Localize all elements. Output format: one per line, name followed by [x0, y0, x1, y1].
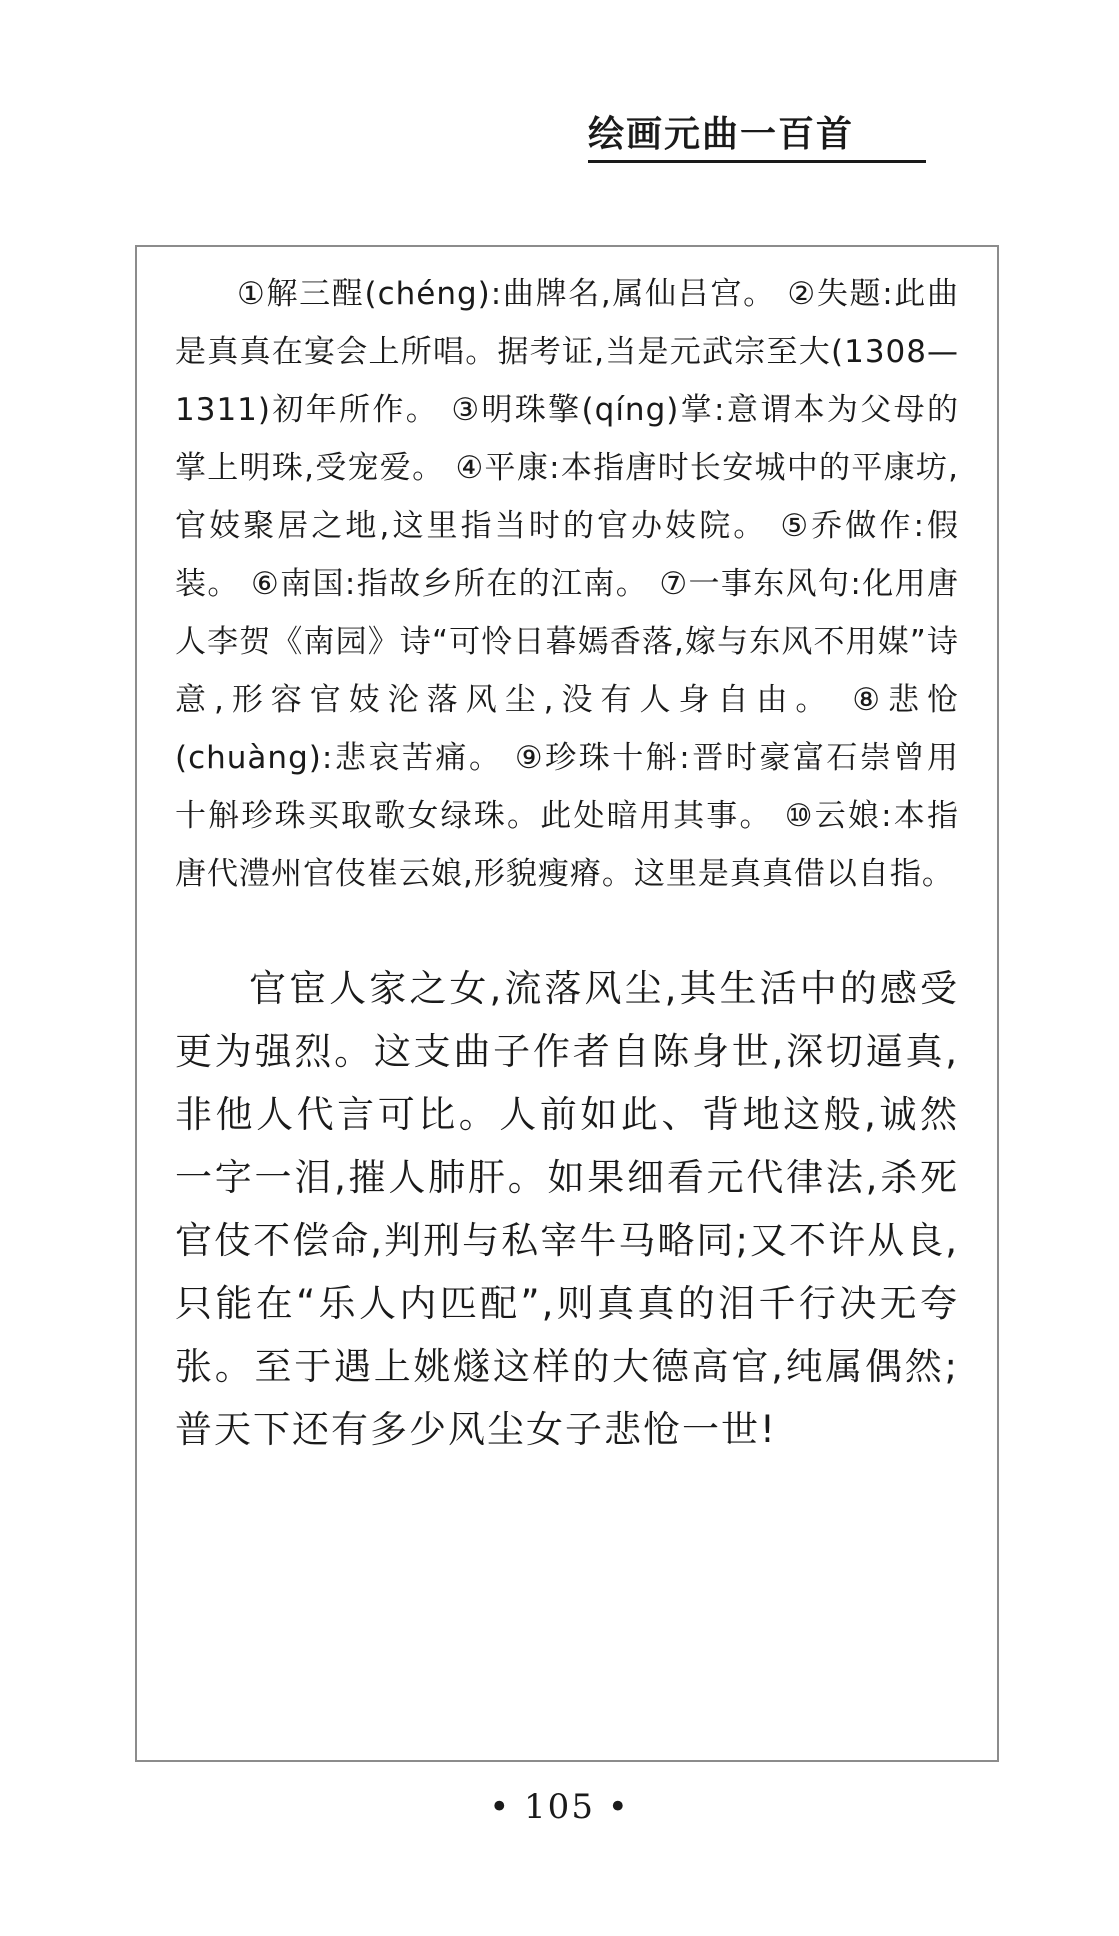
annotation-notes: ①解三酲(chéng):曲牌名,属仙吕宫。 ②失题:此曲是真真在宴会上所唱。据考证,当是元武宗至大(1308—1311)初年所作。 ③明珠擎(qíng)掌:意谓本为父母的掌上明珠,受宠爱。 ④平康:本指唐时长安城中的平康坊,官妓聚居之地,这里指当时的官办妓院。 ⑤乔做作:假装。 ⑥南国:指故乡所在的江南。 ⑦一事东风句:化用唐人李贺《南园》诗“可怜日暮嫣香落,嫁与东风不用媒”诗意,形容官妓沦落风尘,没有人身自由。 ⑧悲怆(chuàng):悲哀苦痛。 ⑨珍珠十斛:晋时豪富石崇曾用十斛珍珠买取歌女绿珠。此处暗用其事。 ⑩云娘:本指唐代澧州官伎崔云娘,形貌瘦瘠。这里是真真借以自指。 [175, 276, 959, 892]
content-box [135, 245, 999, 1762]
running-header-book-title: 绘画元曲一百首 [588, 112, 926, 163]
commentary-paragraph: 官宦人家之女,流落风尘,其生活中的感受更为强烈。这支曲子作者自陈身世,深切逼真,非他人代言可比。人前如此、背地这般,诚然一字一泪,摧人肺肝。如果细看元代律法,杀死官伎不偿命,判刑与私宰牛马略同;又不许从良,只能在“乐人内匹配”,则真真的泪千行决无夸张。至于遇上姚燧这样的大德高官,纯属偶然;普天下还有多少风尘女子悲怆一世! [175, 967, 959, 1451]
page-number: • 105 • [489, 1787, 630, 1827]
